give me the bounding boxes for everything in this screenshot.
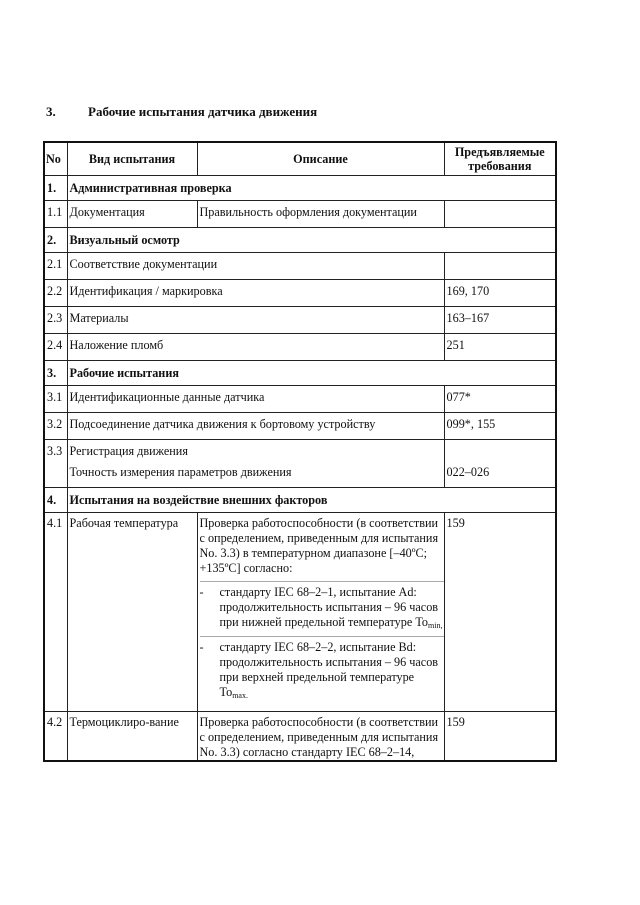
section-title: Административная проверка <box>67 176 556 201</box>
section-number: 3. <box>46 104 56 119</box>
section-heading <box>46 104 317 120</box>
section-row <box>44 361 556 386</box>
description-bullet <box>200 636 444 711</box>
description-intro: Проверка работоспособности (в соответствии с определением, приведенным для испытания No. 3.3) в температурном диапазоне [–40ºC; +135ºC] согласно: <box>199 516 439 575</box>
row-no: 2.2 <box>44 280 67 307</box>
test-table <box>43 141 557 762</box>
row-requirements <box>444 253 556 280</box>
row-no: 3.3 <box>44 440 67 488</box>
section-row <box>44 488 556 513</box>
row-requirements: 163–167 <box>444 307 556 334</box>
bullet-dash: - <box>199 640 204 654</box>
row-no: 2.4 <box>44 334 67 361</box>
row-requirements: 251 <box>444 334 556 361</box>
table-row <box>44 386 556 413</box>
row-type: Документация <box>67 201 197 228</box>
section-no: 3. <box>44 361 67 386</box>
row-no: 4.2 <box>44 712 67 762</box>
row-requirements: 099*, 155 <box>444 413 556 440</box>
bullet-subscript: max. <box>232 691 248 700</box>
description-bullet <box>200 581 444 633</box>
row-type: Термоциклиро-вание <box>67 712 197 762</box>
row-text: Подсоединение датчика движения к бортовому устройству <box>67 413 444 440</box>
row-no: 1.1 <box>44 201 67 228</box>
section-row <box>44 176 556 201</box>
table-row <box>44 253 556 280</box>
header-description: Описание <box>197 142 444 176</box>
section-title: Рабочие испытания датчика движения <box>88 104 318 119</box>
row-requirements: 077* <box>444 386 556 413</box>
row-no: 3.2 <box>44 413 67 440</box>
row-description <box>197 513 444 712</box>
row-no: 4.1 <box>44 513 67 712</box>
row-text: Идентификационные данные датчика <box>67 386 444 413</box>
section-no: 2. <box>44 228 67 253</box>
table-row <box>44 201 556 228</box>
table-row <box>44 334 556 361</box>
header-no: No <box>44 142 67 176</box>
header-requirements: Предъявляемые требования <box>444 142 556 176</box>
row-text <box>67 440 444 488</box>
section-row <box>44 228 556 253</box>
section-no: 4. <box>44 488 67 513</box>
row-no: 3.1 <box>44 386 67 413</box>
row-text-line2: Точность измерения параметров движения <box>69 465 292 479</box>
row-requirements: 159 <box>444 513 556 712</box>
row-text: Наложение пломб <box>67 334 444 361</box>
table-row <box>44 413 556 440</box>
bullet-text <box>220 585 444 633</box>
row-text: Материалы <box>67 307 444 334</box>
table-row <box>44 712 556 762</box>
row-description: Правильность оформления документации <box>197 201 444 228</box>
section-no: 1. <box>44 176 67 201</box>
row-type: Рабочая температура <box>67 513 197 712</box>
row-requirements-value: 022–026 <box>446 465 490 479</box>
section-title: Визуальный осмотр <box>67 228 556 253</box>
row-description <box>197 712 444 762</box>
table-row <box>44 513 556 712</box>
bullet-text-main: стандарту IEC 68–2–1, испытание Ad: продолжительность испытания – 96 часов при нижней предельной температуре To <box>219 585 439 629</box>
row-requirements: 169, 170 <box>444 280 556 307</box>
bullet-text <box>220 640 444 703</box>
table-header-row <box>44 142 556 176</box>
row-no: 2.1 <box>44 253 67 280</box>
section-title: Рабочие испытания <box>67 361 556 386</box>
header-type: Вид испытания <box>67 142 197 176</box>
row-text-line1: Регистрация движения <box>69 444 188 458</box>
row-text: Соответствие документации <box>67 253 444 280</box>
row-requirements <box>444 440 556 488</box>
row-requirements <box>444 201 556 228</box>
bullet-dash: - <box>199 585 204 599</box>
section-title: Испытания на воздействие внешних факторов <box>67 488 556 513</box>
bullet-text-main: стандарту IEC 68–2–2, испытание Bd: продолжительность испытания – 96 часов при верхней предельной температуре To <box>219 640 439 699</box>
row-requirements: 159 <box>444 712 556 762</box>
table-row <box>44 440 556 488</box>
row-text: Идентификация / маркировка <box>67 280 444 307</box>
table-row <box>44 280 556 307</box>
bullet-subscript: min, <box>428 621 443 630</box>
description-intro: Проверка работоспособности (в соответствии с определением, приведенным для испытания No. 3.3) согласно стандарту IEC 68–2–14, <box>199 715 439 759</box>
row-no: 2.3 <box>44 307 67 334</box>
table-row <box>44 307 556 334</box>
